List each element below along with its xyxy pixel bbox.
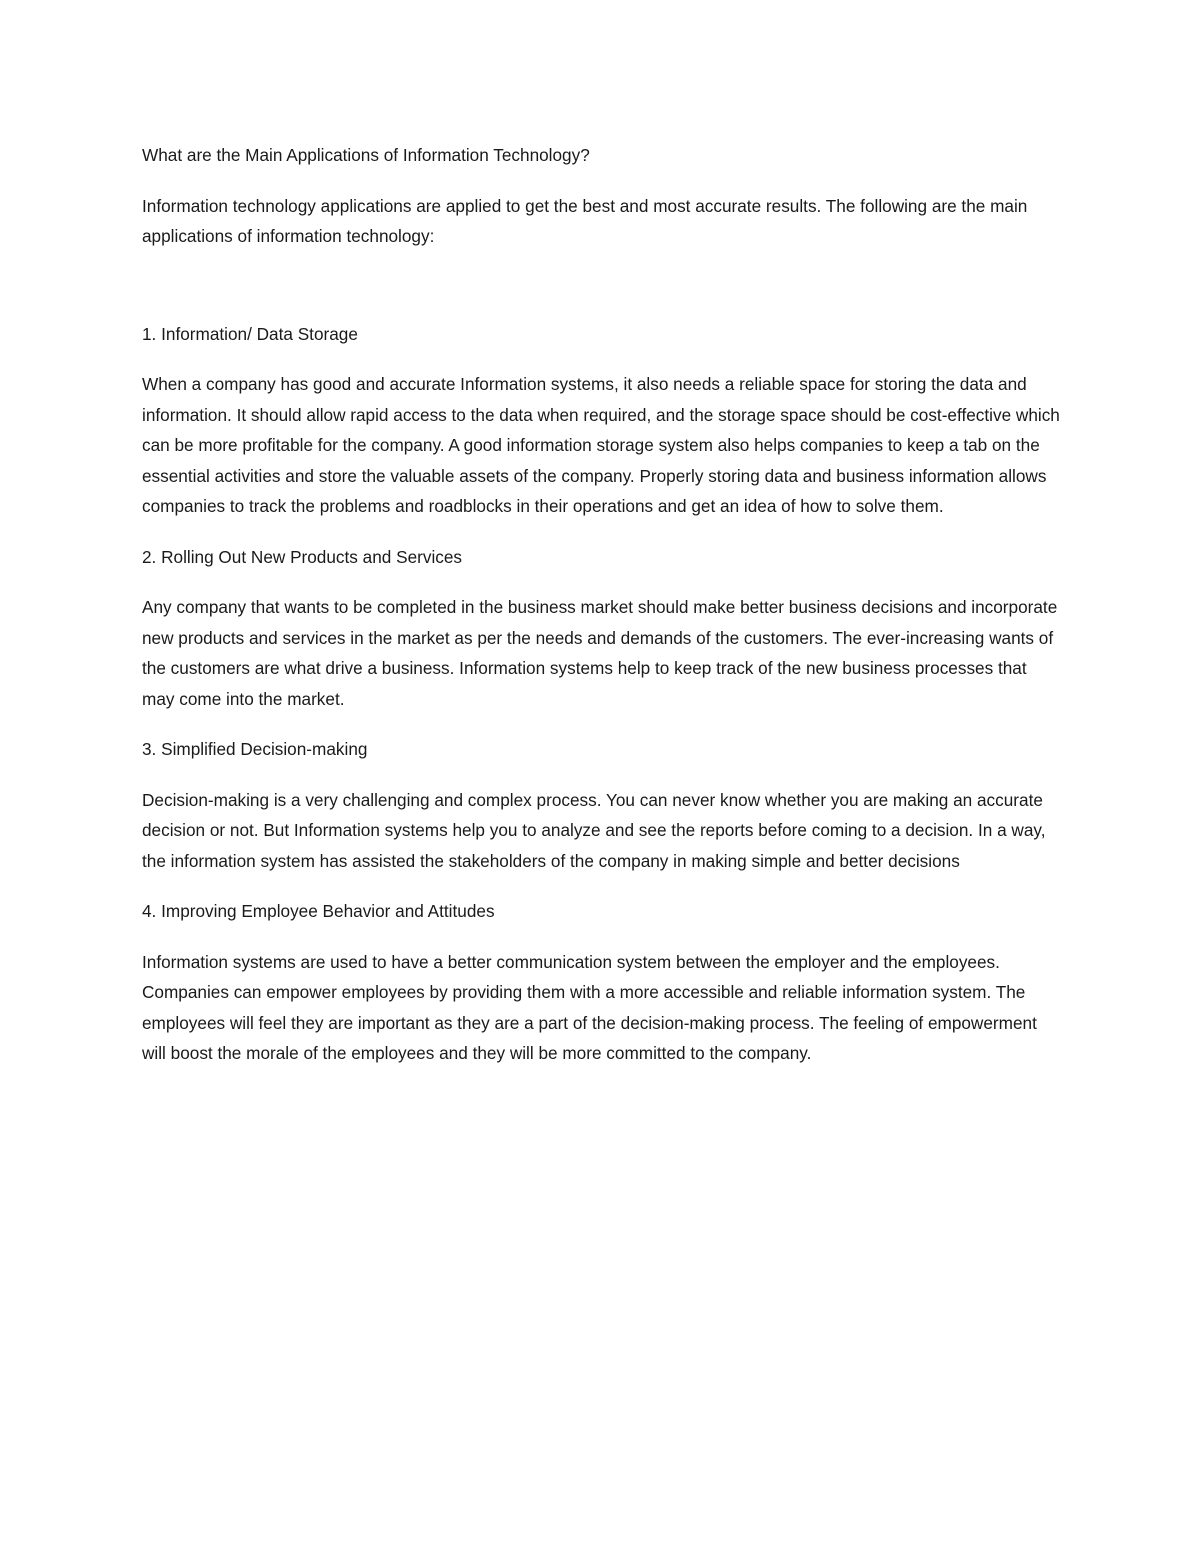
section-body-3: Decision-making is a very challenging and complex process. You can never know whether you are making an accurate decision or not. But Information systems help you to analyze and see the reports before coming to a decision. In a way, the information system has assisted the stakeholders of the company in making simple and better decisions: [142, 789, 1046, 871]
blank-gap: [142, 272, 1062, 319]
section-body-4: Information systems are used to have a better communication system between the employer and the employees. Companies can empower employees by providing them with a more accessible and reliable information system. The employees will feel they are important as they are a part of the decision-making process. The feeling of empowerment will boost the morale of the employees and they will be more committed to the company.: [142, 951, 1037, 1063]
section-body-2: Any company that wants to be completed in the business market should make better business decisions and incorporate new products and services in the market as per the needs and demands of the customers. The ever-increasing wants of the customers are what drive a business. Information systems help to keep track of the new business processes that may come into the market.: [142, 597, 1058, 709]
document-page: [142, 140, 1062, 1089]
section-heading-2: 2. Rolling Out New Products and Services: [142, 546, 463, 567]
document-title: What are the Main Applications of Information Technology?: [142, 145, 590, 165]
section-heading-1: 1. Information/ Data Storage: [142, 323, 358, 344]
intro-paragraph: Information technology applications are applied to get the best and most accurate results. The following are the main applications of information technology:: [142, 195, 1028, 246]
section-heading-3: 3. Simplified Decision-making: [142, 739, 368, 759]
section-body-1: When a company has good and accurate Information systems, it also needs a reliable space for storing the data and information. It should allow rapid access to the data when required, and the storage space should be cost-effective which can be more profitable for the company. A good information storage system also helps companies to keep a tab on the essential activities and store the valuable assets of the company. Properly storing data and business information allows companies to track the problems and roadblocks in their operations and get an idea of how to solve them.: [142, 374, 1060, 516]
section-heading-4: 4. Improving Employee Behavior and Attitudes: [142, 901, 495, 921]
